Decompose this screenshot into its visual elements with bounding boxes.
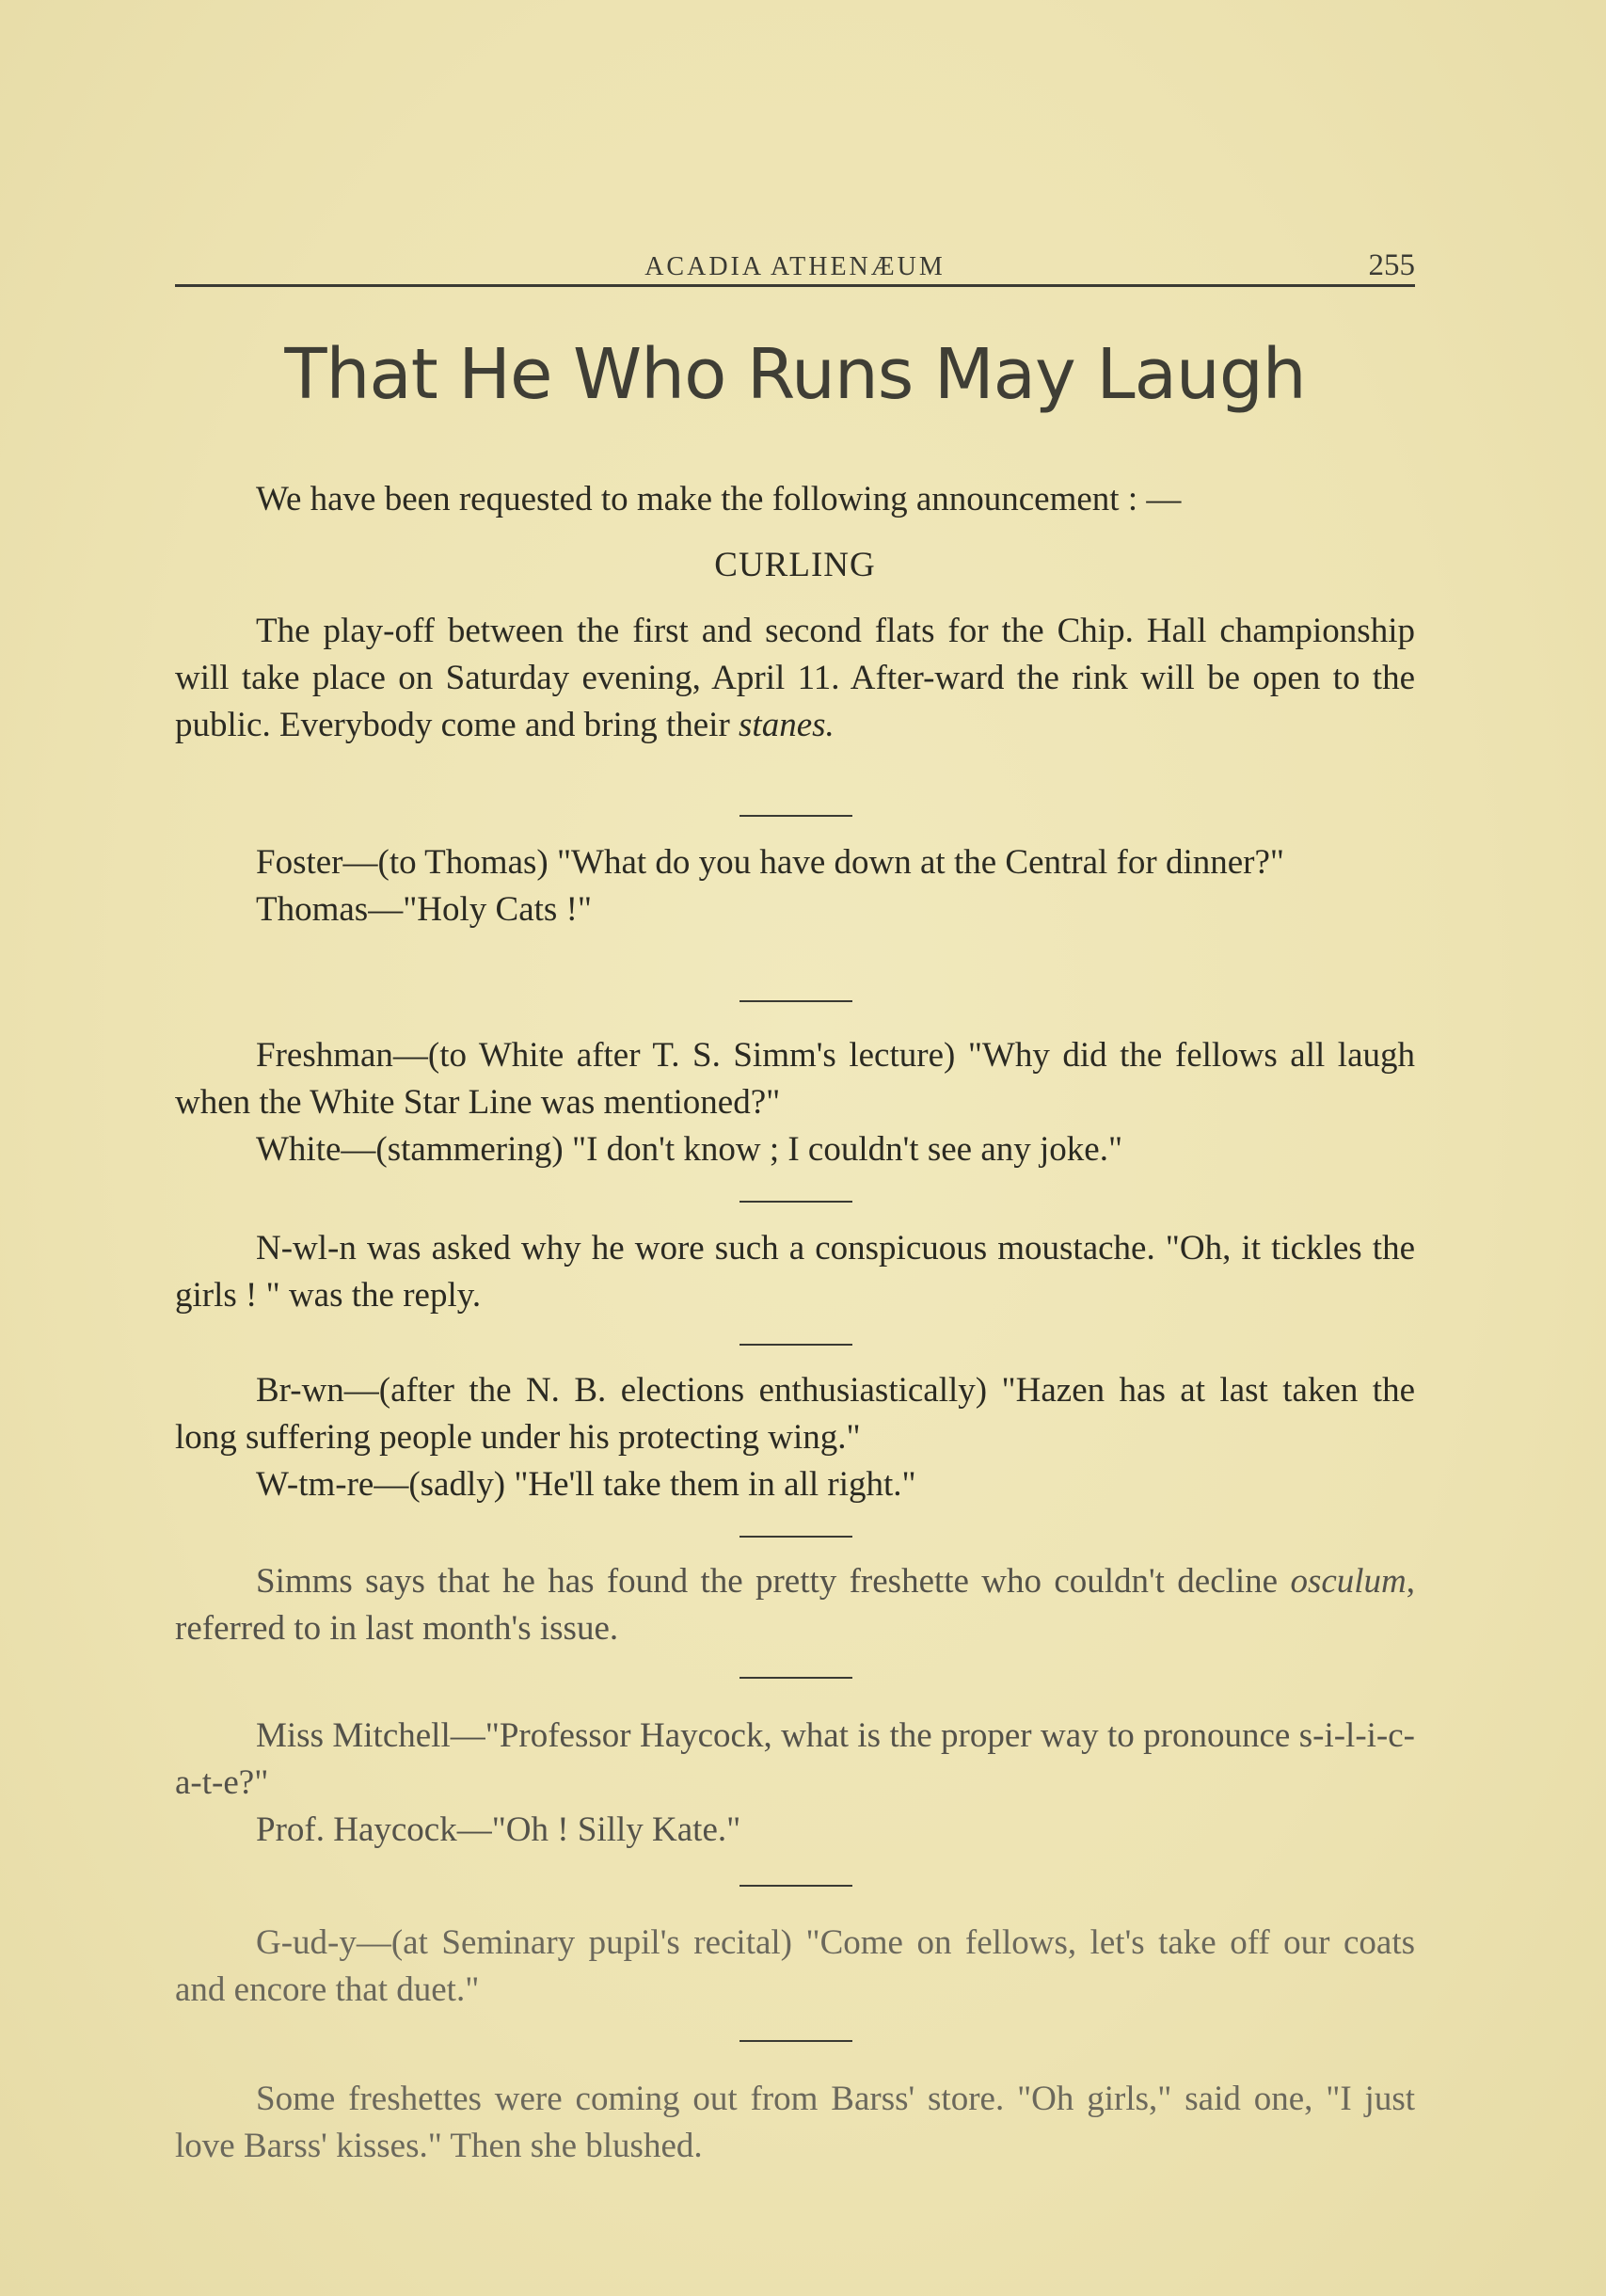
announcement-italic: stanes. <box>739 706 835 744</box>
separator-rule <box>739 1201 852 1203</box>
separator-rule <box>739 1885 852 1887</box>
announcement-block <box>175 608 1415 749</box>
separator-rule <box>739 1000 852 1002</box>
intro-paragraph: We have been requested to make the following announcement : — <box>256 480 1182 518</box>
joke-line: Freshman—(to White after T. S. Simm's lecture) "Why did the fellows all laugh when the White Star Line was mentioned?" <box>175 1036 1415 1122</box>
joke-line: Thomas—"Holy Cats !" <box>256 890 593 929</box>
separator-rule <box>739 1536 852 1538</box>
running-title: ACADIA ATHENÆUM <box>644 252 946 281</box>
intro-block <box>175 476 1415 523</box>
page-number: 255 <box>1368 248 1415 282</box>
joke-text-pre: Simms says that he has found the pretty freshette who couldn't decline <box>256 1562 1279 1601</box>
joke-line: White—(stammering) "I don't know ; I couldn't see any joke." <box>256 1130 1123 1169</box>
separator-rule <box>739 815 852 817</box>
joke-line: Foster—(to Thomas) "What do you have down at the Central for dinner?" <box>256 843 1284 882</box>
joke-line: Br-wn—(after the N. B. elections enthusiastically) "Hazen has at last taken the long suffering people under his protecting wing." <box>175 1371 1415 1457</box>
joke-line <box>175 1558 1415 1652</box>
joke-block <box>175 1920 1415 2014</box>
announcement-paragraph <box>175 608 1415 749</box>
joke-text-post: , referred to in last month's issue. <box>175 1562 1416 1648</box>
announcement-text: The play-off between the first and second flats for the Chip. Hall championship will take place on Saturday evening, April 11. After-ward the rink will be open to the public. Everybody come and bring their <box>175 612 1415 744</box>
separator-rule <box>739 1344 852 1346</box>
joke-block <box>175 1558 1415 1652</box>
joke-line: Miss Mitchell—"Professor Haycock, what is the proper way to pronounce s-i-l-i-c-a-t-e?" <box>175 1716 1415 1802</box>
separator-rule <box>739 1677 852 1679</box>
joke-block <box>175 1367 1415 1508</box>
joke-block <box>175 1225 1415 1319</box>
joke-line: Some freshettes were coming out from Barss' store. "Oh girls," said one, "I just love Barss' kisses." Then she blushed. <box>175 2080 1415 2165</box>
joke-line: N-wl-n was asked why he wore such a conspicuous moustache. "Oh, it tickles the girls ! " was the reply. <box>175 1229 1415 1315</box>
joke-block <box>175 1713 1415 1854</box>
section-heading: CURLING <box>714 546 876 584</box>
section-heading-block <box>175 542 1415 589</box>
joke-block <box>175 2076 1415 2170</box>
joke-line: Prof. Haycock—"Oh ! Silly Kate." <box>256 1810 741 1849</box>
joke-italic: osculum <box>1290 1562 1407 1601</box>
running-head <box>175 247 1415 287</box>
joke-block <box>175 839 1415 933</box>
joke-block <box>175 1032 1415 1173</box>
joke-line: W-tm-re—(sadly) "He'll take them in all right." <box>256 1465 916 1504</box>
joke-line: G-ud-y—(at Seminary pupil's recital) "Come on fellows, let's take off our coats and encore that duet." <box>175 1923 1415 2009</box>
separator-rule <box>739 2040 852 2042</box>
article-title: That He Who Runs May Laugh <box>284 334 1306 415</box>
